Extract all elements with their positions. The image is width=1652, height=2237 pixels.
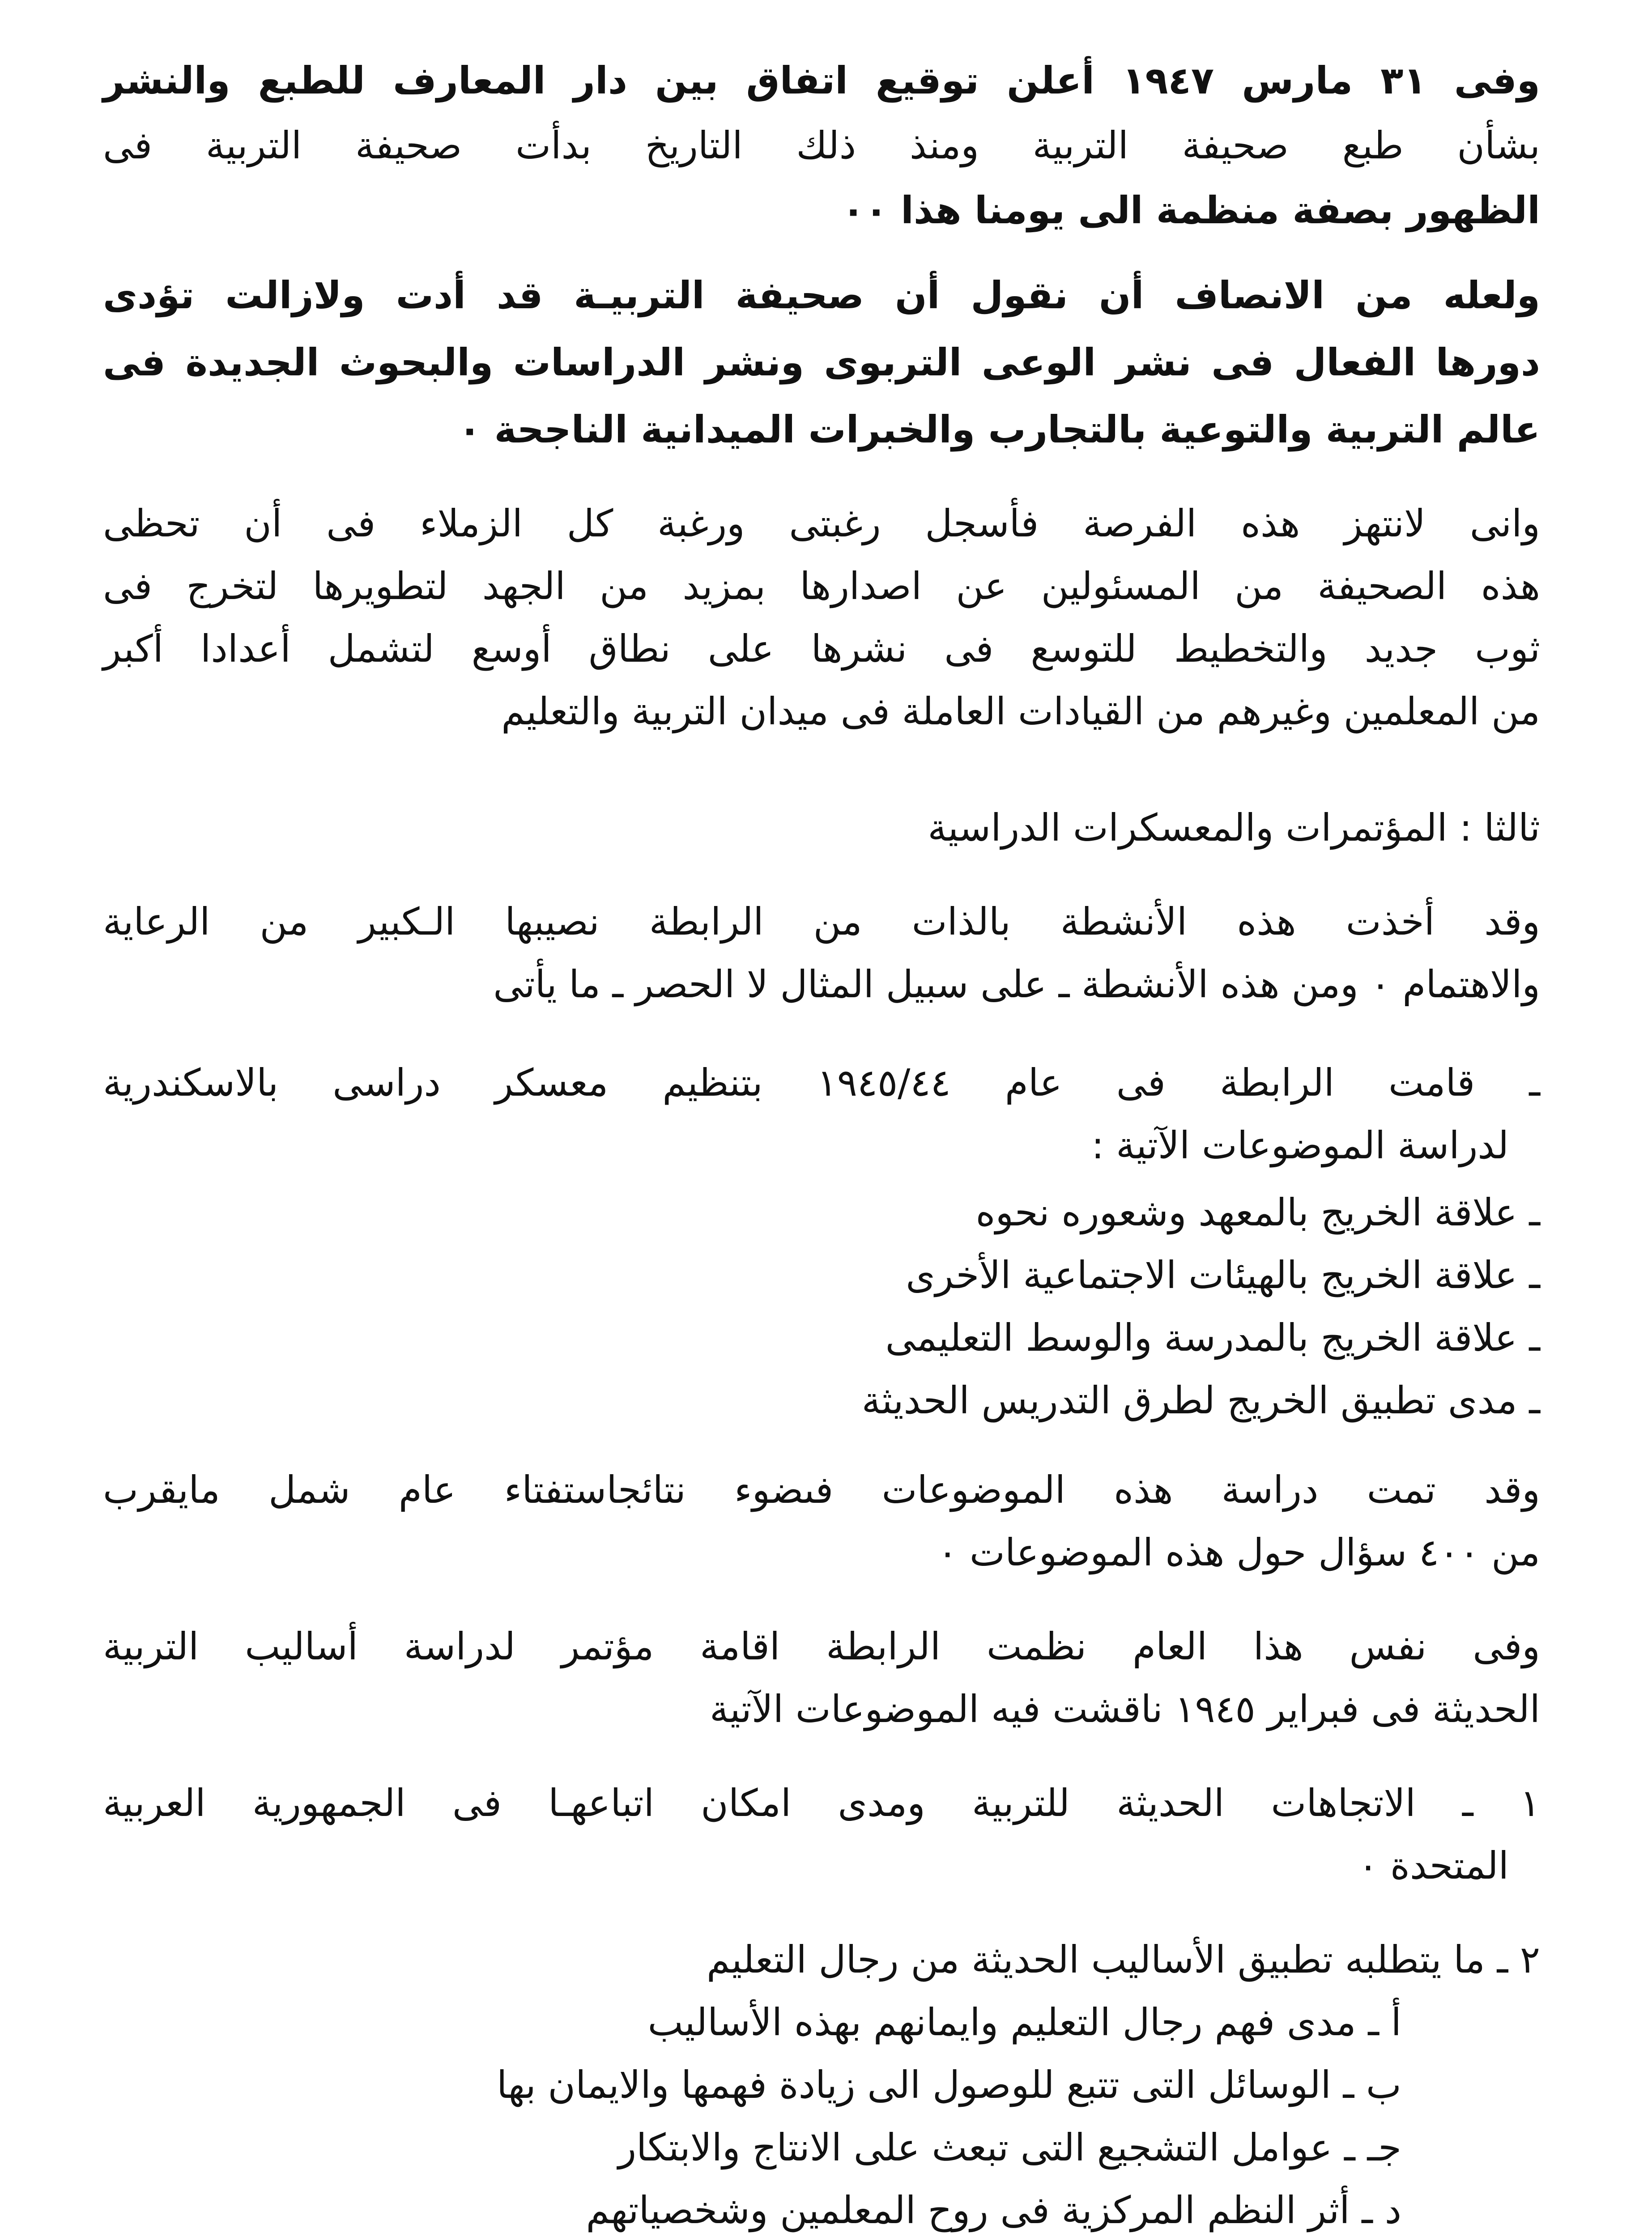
- list-item: ـ مدى تطبيق الخريج لطرق التدريس الحديثة: [861, 1378, 1540, 1422]
- text-line: ولعله من الانصاف أن نقول أن صحيفة التربيـة قد أدت ولازالت تؤدى: [103, 273, 1540, 317]
- text-line: والاهتمام ٠ ومن هذه الأنشطة ـ على سبيل المثال لا الحصر ـ ما يأتى: [493, 962, 1540, 1006]
- text-line: من المعلمين وغيرهم من القيادات العاملة فى ميدان التربية والتعليم: [501, 689, 1540, 733]
- sub-item: ب ـ الوسائل التى تتبع للوصول الى زيادة فهمها والايمان بها: [497, 2063, 1401, 2107]
- list-item: ـ علاقة الخريج بالهيئات الاجتماعية الأخرى: [906, 1253, 1540, 1297]
- text-line: المتحدة ٠: [1358, 1844, 1509, 1888]
- text-line: لدراسة الموضوعات الآتية :: [1091, 1123, 1509, 1167]
- text-line: بشأن طبع صحيفة التربية ومنذ ذلك التاريخ بدأت صحيفة التربية فى: [103, 123, 1540, 167]
- text-line: وانى لانتهز هذه الفرصة فأسجل رغبتى ورغبة كل الزملاء فى أن تحظى: [103, 502, 1540, 545]
- text-line: من ٤٠٠ سؤال حول هذه الموضوعات ٠: [937, 1531, 1540, 1574]
- text-line: الحديثة فى فبراير ١٩٤٥ ناقشت فيه الموضوعات الآتية: [710, 1687, 1540, 1731]
- text-line: ١ ـ الاتجاهات الحديثة للتربية ومدى امكان اتباعهـا فى الجمهورية العربية: [103, 1781, 1540, 1825]
- sub-item: أ ـ مدى فهم رجال التعليم وايمانهم بهذه الأساليب: [647, 2000, 1401, 2044]
- text-line: ـ قامت الرابطة فى عام ١٩٤٥/٤٤ بتنظيم معسكر دراسى بالاسكندرية: [103, 1061, 1541, 1105]
- text-line: هذه الصحيفة من المسئولين عن اصدارها بمزيد من الجهد لتطويرها لتخرج فى: [103, 564, 1540, 608]
- sub-item: د ـ أثر النظم المركزية فى روح المعلمين وشخصياتهم: [586, 2188, 1401, 2232]
- sub-item: جـ ـ عوامل التشجيع التى تبعث على الانتاج والابتكار: [618, 2126, 1401, 2169]
- text-line: وقد تمت دراسة هذه الموضوعات فىضوء نتائجاستفتاء عام شمل مايقرب: [103, 1468, 1540, 1512]
- text-line: وفى نفس هذا العام نظمت الرابطة اقامة مؤتمر لدراسة أساليب التربية: [103, 1625, 1540, 1668]
- text-line: عالم التربية والتوعية بالتجارب والخبرات الميدانية الناجحة ٠: [458, 408, 1540, 451]
- text-line: ثوب جديد والتخطيط للتوسع فى نشرها على نطاق أوسع لتشمل أعدادا أكبر: [103, 627, 1540, 671]
- text-line: دورها الفعال فى نشر الوعى التربوى ونشر الدراسات والبحوث الجديدة فى: [103, 340, 1540, 384]
- item-title: ٢ ـ ما يتطلبه تطبيق الأساليب الحديثة من رجال التعليم: [706, 1938, 1540, 1982]
- section-heading: ثالثا : المؤتمرات والمعسكرات الدراسية: [928, 806, 1540, 850]
- text-line: وقد أخذت هذه الأنشطة بالذات من الرابطة نصيبها الـكبير من الرعاية: [103, 900, 1540, 944]
- text-line: الظهور بصفة منظمة الى يومنا هذا ٠٠: [842, 188, 1540, 232]
- list-item: ـ علاقة الخريج بالمعهد وشعوره نحوه: [975, 1191, 1540, 1234]
- text-line: وفى ٣١ مارس ١٩٤٧ أعلن توقيع اتفاق بين دار المعارف للطبع والنشر: [103, 59, 1540, 102]
- list-item: ـ علاقة الخريج بالمدرسة والوسط التعليمى: [885, 1316, 1540, 1360]
